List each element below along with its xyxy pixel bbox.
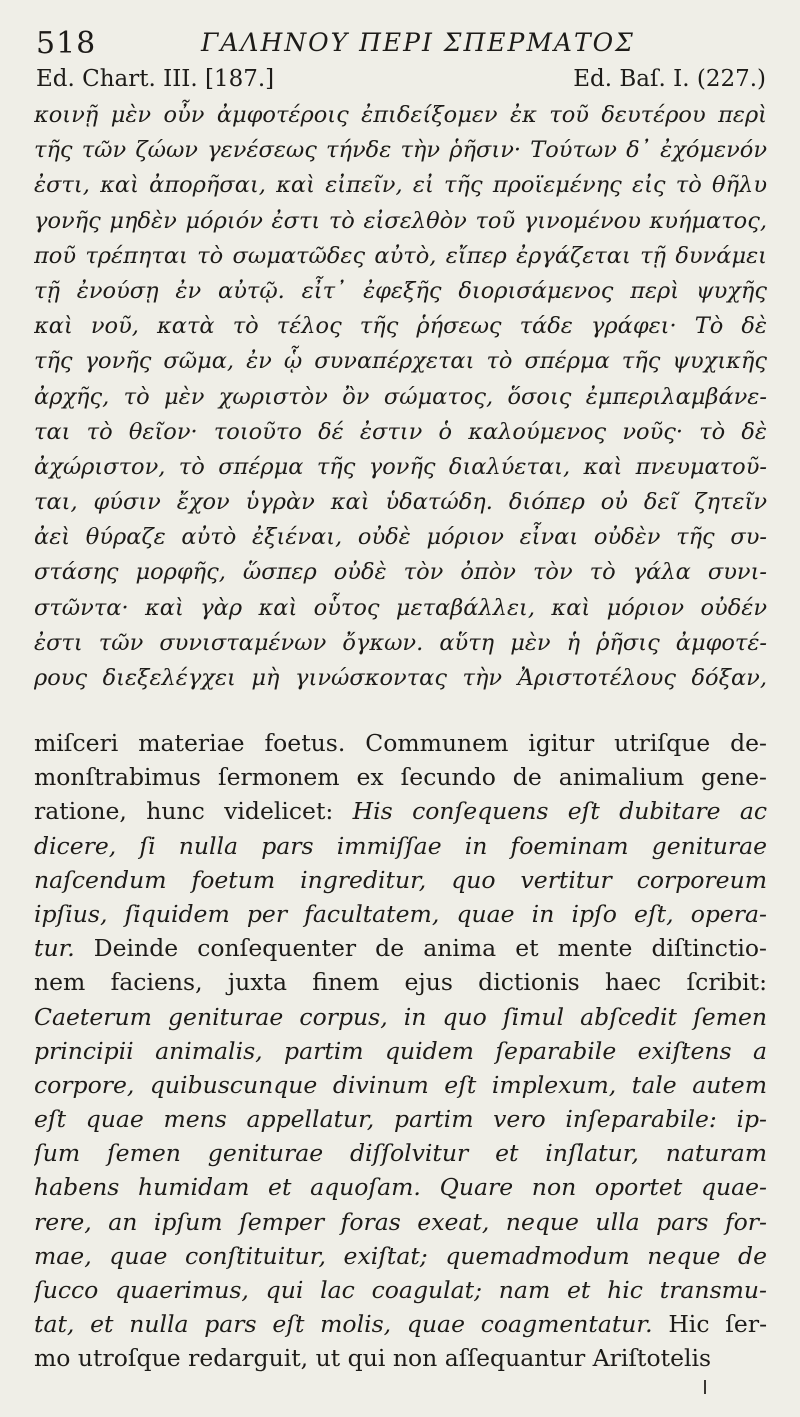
greek-text-line: ποῦ τρέπηται τὸ σωματῶδες αὐτὸ, εἴπερ ἐργάζεται τῇ δυνάμει [34,242,767,269]
latin-roman-segment: mo utroſque redarguit, ut qui non aſſequantur Ariſtotelis [34,1344,712,1373]
latin-italic-segment: tat, et nulla pars eſt molis, quae coagmentatur. [34,1310,669,1339]
greek-text-line: ται τὸ θεῖον· τοιοῦτο δέ ἐστιν ὁ καλούμενος νοῦς· τὸ δὲ [34,418,767,445]
latin-text-line [34,897,767,931]
latin-text-line [34,1102,767,1136]
latin-text-line [34,1239,767,1273]
latin-roman-segment: Deinde conſequenter de anima et mente diſtinctio- [93,934,767,963]
latin-text-line [34,1341,767,1375]
greek-text-line: τῇ ἐνούσῃ ἐν αὐτῷ. εἶτ᾽ ἐφεξῆς διορισάμενος περὶ ψυχῆς [34,277,767,304]
latin-italic-segment: ipſius, ſiquidem per facultatem, quae in ipſo eſt, opera- [34,899,767,928]
page-number: 518 [36,26,97,61]
latin-italic-segment: dicere, ſi nulla pars immiſſae in foeminam geniturae [34,831,767,860]
latin-text-block [34,726,767,1376]
latin-roman-segment: monſtrabimus ſermonem ex ſecundo de animalium gene- [34,763,767,792]
latin-italic-segment: habens humidam et aquoſam. Quare non oportet quae- [34,1173,767,1202]
latin-italic-segment: His conſequens eſt dubitare ac [352,797,767,826]
greek-text-line: ἐστι, καὶ ἀπορῆσαι, καὶ εἰπεῖν, εἰ τῆς προϊεμένης εἰς τὸ θῆλυ [34,172,767,199]
latin-italic-segment: eſt quae mens appellatur, partim vero inſeparabile: ip- [34,1105,767,1134]
edition-reference-right: Ed. Baſ. I. (227.) [573,66,766,92]
latin-roman-segment: miſceri materiae foetus. Communem igitur utriſque de- [34,729,767,757]
greek-text-line: ἀρχῆς, τὸ μὲν χωριστὸν ὂν σώματος, ὅσοις ἐμπεριλαμβάνε- [34,383,767,410]
latin-text-line [34,1273,767,1307]
latin-italic-segment: naſcendum foetum ingreditur, quo vertitur corporeum [34,865,767,894]
latin-text-line [34,829,767,863]
greek-text-line: τῆς γονῆς σῶμα, ἐν ᾧ συναπέρχεται τὸ σπέρμα τῆς ψυχικῆς [34,348,767,375]
greek-text-line: τῆς τῶν ζώων γενέσεως τήνδε τὴν ῥῆσιν· Τούτων δ᾽ ἐχόμενόν [34,137,767,164]
latin-italic-segment: principii animalis, partim quidem ſeparabile exiſtens a [34,1036,767,1065]
latin-text-line [34,1307,767,1341]
greek-text-line: ἀεὶ θύραζε αὐτὸ ἐξιέναι, οὐδὲ μόριον εἶναι οὐδὲν τῆς συ- [34,524,767,551]
edition-reference-left: Ed. Chart. III. [187.] [36,66,275,92]
latin-italic-segment: corpore, quibuscunque divinum eſt implexum, tale autem [34,1070,767,1099]
latin-text-line [34,726,767,760]
greek-text-line: γονῆς μηδὲν μόριόν ἐστι τὸ εἰσελθὸν τοῦ γινομένου κυήματος, [34,207,767,234]
stray-ink-mark [704,1380,706,1394]
page-header [36,26,766,66]
latin-text-line [34,1170,767,1204]
latin-italic-segment: mae, quae conſtituitur, exiſtat; quemadmodum neque de [34,1241,767,1270]
greek-text-line: στῶντα· καὶ γὰρ καὶ οὗτος μεταβάλλει, καὶ μόριον οὐδέν [34,594,767,621]
greek-text-line: κοινῇ μὲν οὖν ἀμφοτέροις ἐπιδείξομεν ἐκ τοῦ δευτέρου περὶ [34,102,767,128]
latin-roman-segment: ratione, hunc videlicet: [34,797,353,826]
latin-text-line [34,863,767,897]
greek-text-line: ται, φύσιν ἔχον ὑγρὰν καὶ ὑδατώδη. διόπερ οὐ δεῖ ζητεῖν [34,489,767,516]
running-title: ΓΑΛΗΝΟΥ ΠΕΡΙ ΣΠΕΡΜΑΤΟΣ [201,28,635,57]
latin-roman-segment: nem faciens, juxta finem ejus dictionis haec ſcribit: [34,968,767,997]
greek-text-line: καὶ νοῦ, κατὰ τὸ τέλος τῆς ῥήσεως τάδε γράφει· Τὸ δὲ [34,313,767,340]
greek-text-line: ἐστι τῶν συνισταμένων ὄγκων. αὕτη μὲν ἡ ῥῆσις ἀμφοτέ- [34,629,767,656]
latin-text-line [34,1205,767,1239]
latin-text-line [34,931,767,965]
latin-text-line [34,1000,767,1034]
latin-text-line [34,1136,767,1170]
latin-roman-segment: Hic ſer- [668,1310,767,1339]
greek-text-line: ἀχώριστον, τὸ σπέρμα τῆς γονῆς διαλύεται, καὶ πνευματοῦ- [34,453,767,480]
latin-italic-segment: ſucco quaerimus, qui lac coagulat; nam et hic transmu- [34,1276,767,1304]
greek-text-line: ρους διεξελέγχει μὴ γινώσκοντας τὴν Ἀριστοτέλους δόξαν, [34,665,767,691]
latin-text-line [34,1034,767,1068]
greek-text-line: στάσης μορφῆς, ὥσπερ οὐδὲ τὸν ὀπὸν τὸν τὸ γάλα συνι- [34,559,767,586]
latin-text-line [34,965,767,999]
latin-text-line [34,794,767,828]
greek-text-block [34,98,767,696]
latin-italic-segment: Caeterum geniturae corpus, in quo ſimul abſcedit ſemen [34,1002,767,1031]
latin-italic-segment: rere, an ipſum ſemper foras exeat, neque ulla pars for- [34,1207,767,1236]
latin-text-line [34,1068,767,1102]
latin-italic-segment: ſum ſemen geniturae diſſolvitur et inſlatur, naturam [34,1139,767,1168]
latin-text-line [34,760,767,794]
latin-italic-segment: tur. [34,934,94,963]
